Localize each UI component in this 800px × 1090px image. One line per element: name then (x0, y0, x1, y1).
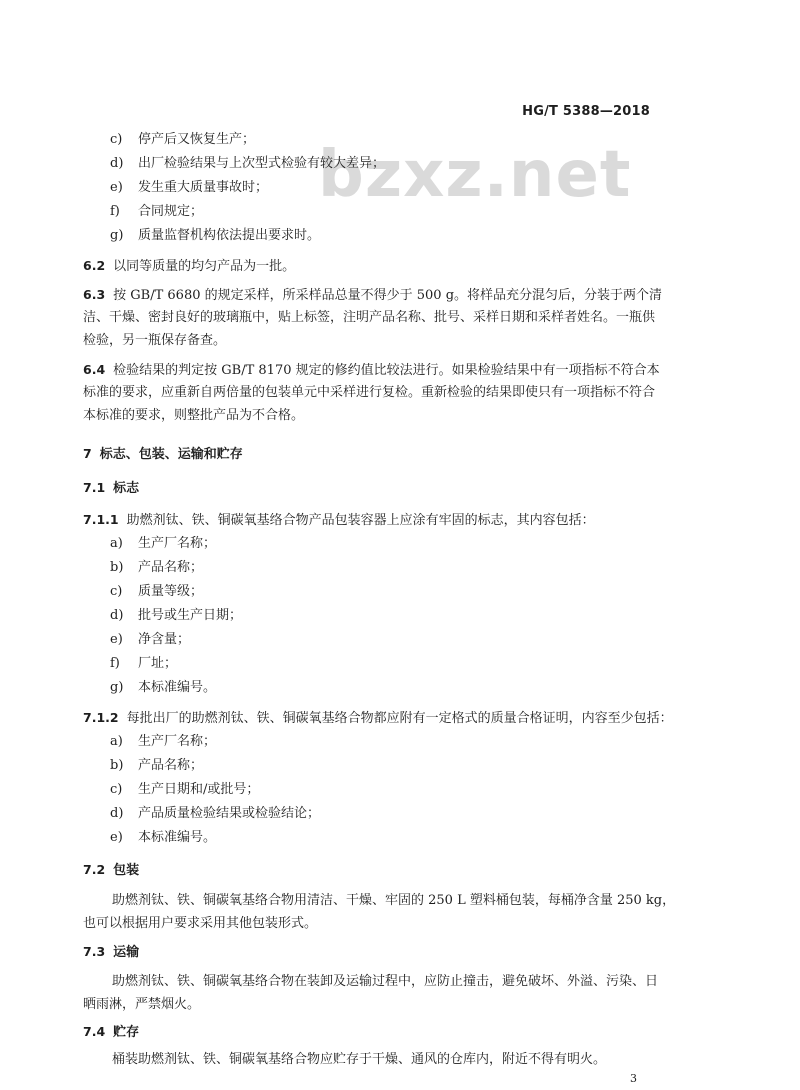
list-item (110, 180, 268, 196)
list-item-text: 产品名称； (138, 758, 204, 773)
clause-7-1-2 (83, 710, 673, 727)
list-item (110, 608, 242, 624)
clause-text-line: 洁、干燥、密封良好的玻璃瓶中，贴上标签，注明产品名称、批号、采样日期和采样者姓名。一瓶供 (83, 310, 656, 325)
list-item (110, 560, 203, 576)
list-item-text: 质量等级； (138, 584, 204, 599)
list-item-label: b) (110, 758, 124, 773)
section-number: 7.1 (83, 480, 106, 495)
list-item-text: 生产厂名称； (138, 536, 217, 551)
section-title: 运输 (113, 945, 140, 960)
clause-text-line: 也可以根据用户要求采用其他包装形式。 (83, 916, 318, 931)
section-7-1-heading (83, 480, 139, 497)
list-item (110, 758, 203, 774)
clause-6-2 (83, 258, 295, 275)
clause-number: 6.3 (83, 287, 106, 302)
list-item-text: 厂址； (138, 656, 178, 671)
section-number: 7 (83, 446, 92, 461)
clause-text-line: 检验，另一瓶保存备查。 (83, 333, 227, 348)
list-item-label: e) (110, 830, 123, 845)
clause-7-1-1 (83, 512, 595, 529)
list-item-text: 质量监督机构依法提出要求时。 (138, 228, 321, 243)
clause-text: 检验结果的判定按 GB/T 8170 规定的修约值比较法进行。如果检验结果中有一项指标不符合本 (113, 363, 660, 378)
list-item-text: 出厂检验结果与上次型式检验有较大差异； (138, 156, 386, 171)
clause-number: 6.2 (83, 258, 106, 273)
clause-text: 以同等质量的均匀产品为一批。 (113, 259, 296, 274)
list-item (110, 204, 203, 220)
list-item-text: 产品质量检验结果或检验结论； (138, 806, 321, 821)
list-item (110, 782, 259, 798)
section-number: 7.3 (83, 944, 106, 959)
standard-code: HG/T 5388—2018 (522, 104, 650, 119)
section-title: 包装 (113, 863, 140, 878)
clause-number: 7.1.2 (83, 710, 119, 725)
list-item (110, 228, 320, 244)
clause-text: 每批出厂的助燃剂钛、铁、铜碳氧基络合物都应附有一定格式的质量合格证明，内容至少包括： (126, 711, 673, 726)
clause-text-line: 本标准的要求，则整批产品为不合格。 (83, 408, 305, 423)
clause-text-line: 标准的要求，应重新自两倍量的包装单元中采样进行复检。重新检验的结果即使只有一项指标不符合 (83, 385, 656, 400)
list-item-label: f) (110, 204, 120, 219)
list-item (110, 156, 385, 172)
page-number: 3 (630, 1072, 637, 1085)
list-item-label: e) (110, 180, 123, 195)
list-item (110, 680, 216, 696)
list-item (110, 584, 203, 600)
clause-text-line: 助燃剂钛、铁、铜碳氧基络合物在装卸及运输过程中，应防止撞击，避免破坏、外溢、污染、日 (112, 974, 659, 989)
section-7-3-heading (83, 944, 139, 961)
list-item-text: 产品名称； (138, 560, 204, 575)
section-7-2-heading (83, 862, 139, 879)
list-item-text: 批号或生产日期； (138, 608, 243, 623)
section-number: 7.4 (83, 1024, 106, 1039)
list-item-text: 合同规定； (138, 204, 204, 219)
list-item (110, 536, 216, 552)
list-item-label: d) (110, 608, 124, 623)
clause-text: 按 GB/T 6680 的规定采样，所采样品总量不得少于 500 g。将样品充分混匀后，分装于两个清 (113, 288, 663, 303)
watermark: bzxz.net (318, 138, 632, 212)
list-item-label: g) (110, 228, 124, 243)
clause-text: 助燃剂钛、铁、铜碳氧基络合物产品包装容器上应涂有牢固的标志，其内容包括： (126, 513, 595, 528)
list-item-text: 本标准编号。 (138, 680, 217, 695)
section-title: 标志 (113, 481, 140, 496)
list-item (110, 806, 320, 822)
section-7-heading (83, 446, 243, 463)
list-item-label: c) (110, 132, 123, 147)
list-item-text: 生产厂名称； (138, 734, 217, 749)
list-item (110, 132, 255, 148)
section-number: 7.2 (83, 862, 106, 877)
list-item-label: a) (110, 734, 123, 749)
clause-text-line: 晒雨淋，严禁烟火。 (83, 997, 201, 1012)
clause-text-line: 桶装助燃剂钛、铁、铜碳氧基络合物应贮存于干燥、通风的仓库内，附近不得有明火。 (112, 1052, 607, 1067)
list-item (110, 734, 216, 750)
list-item-label: d) (110, 806, 124, 821)
list-item-label: f) (110, 656, 120, 671)
clause-text-line: 助燃剂钛、铁、铜碳氧基络合物用清洁、干燥、牢固的 250 L 塑料桶包装，每桶净含量 250 kg， (112, 893, 676, 908)
clause-6-3 (83, 287, 662, 304)
section-title: 贮存 (113, 1025, 140, 1040)
section-title: 标志、包装、运输和贮存 (99, 447, 243, 462)
list-item-label: e) (110, 632, 123, 647)
clause-number: 6.4 (83, 362, 106, 377)
list-item-label: d) (110, 156, 124, 171)
list-item-label: c) (110, 782, 123, 797)
list-item (110, 656, 177, 672)
list-item-text: 净含量； (138, 632, 191, 647)
list-item-text: 生产日期和/或批号； (138, 782, 260, 797)
list-item-label: a) (110, 536, 123, 551)
list-item (110, 830, 216, 846)
list-item-text: 本标准编号。 (138, 830, 217, 845)
clause-number: 7.1.1 (83, 512, 119, 527)
clause-6-4 (83, 362, 660, 379)
list-item-text: 停产后又恢复生产； (138, 132, 256, 147)
list-item-label: c) (110, 584, 123, 599)
list-item (110, 632, 190, 648)
list-item-text: 发生重大质量事故时； (138, 180, 269, 195)
list-item-label: g) (110, 680, 124, 695)
list-item-label: b) (110, 560, 124, 575)
section-7-4-heading (83, 1024, 139, 1041)
